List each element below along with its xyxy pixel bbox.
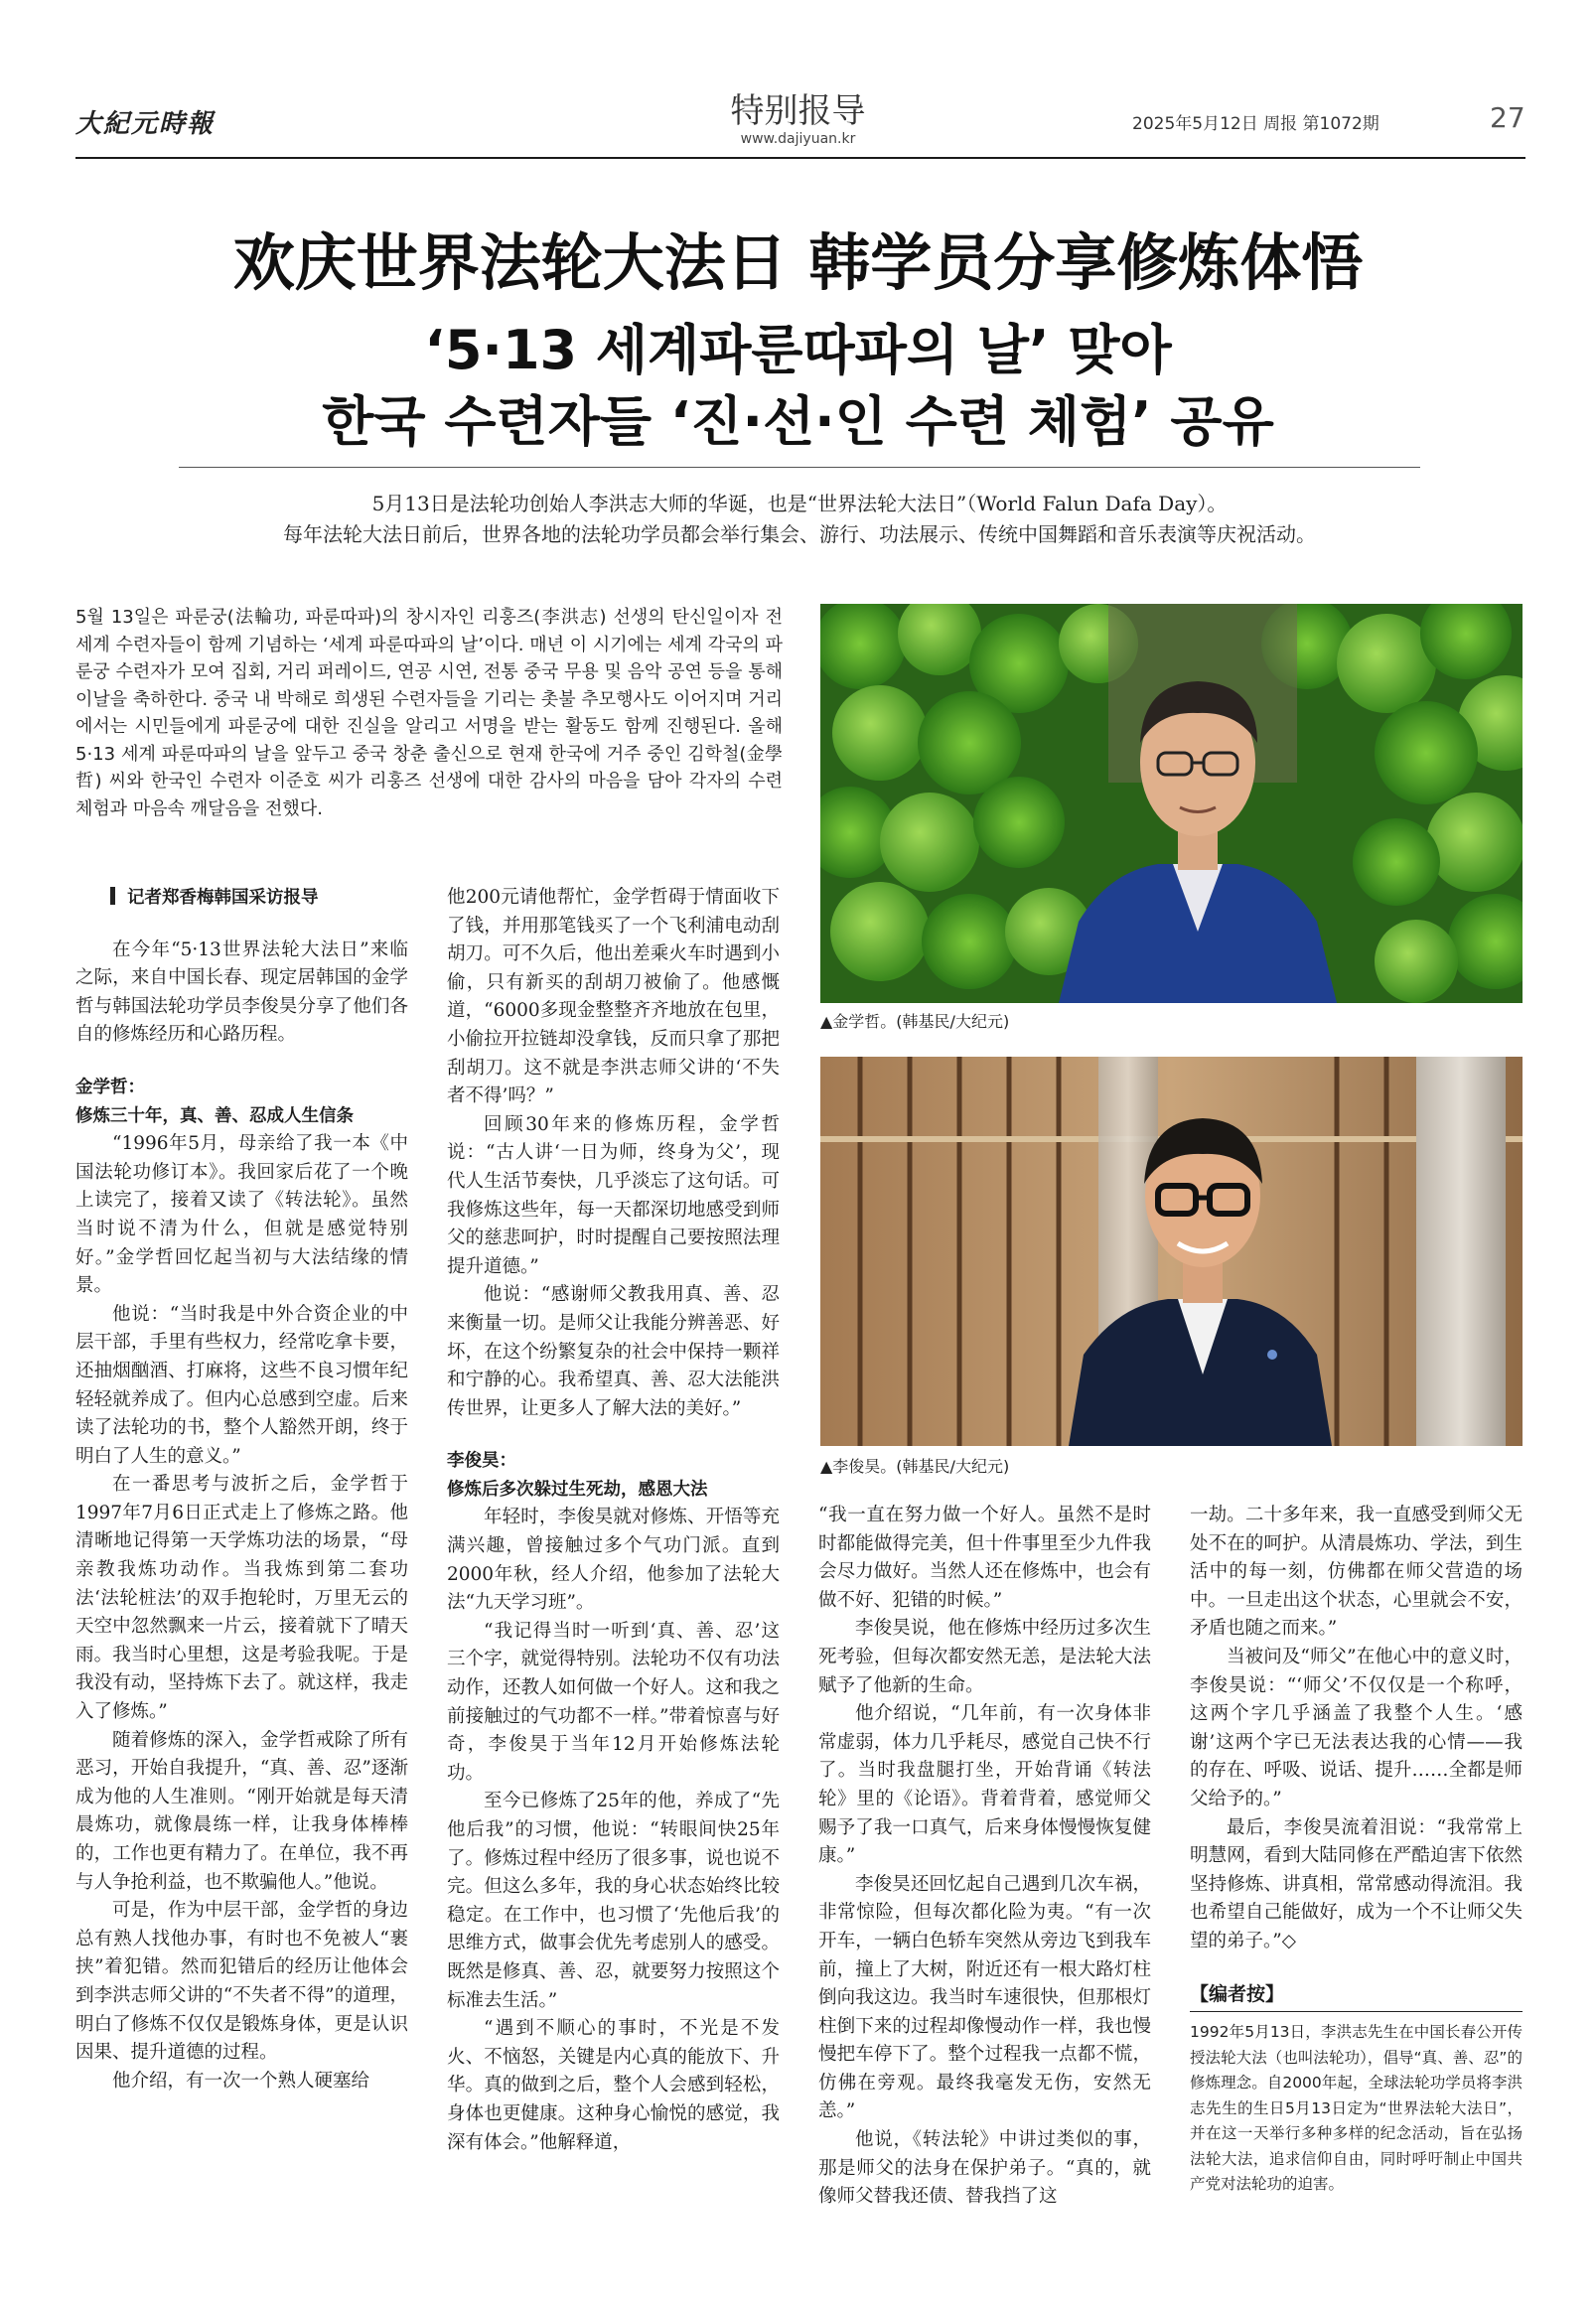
reporter-byline xyxy=(75,884,408,913)
paragraph: 一劫。二十多年来，我一直感受到师父无处不在的呵护。从清晨炼功、学法，到生活中的每一刻，仿佛都在师父营造的场中。一旦走出这个状态，心里就会不安，矛盾也随之而来。” xyxy=(1190,1505,1523,1640)
photo-kim-hakcheol-image xyxy=(820,604,1523,1003)
paragraph: 可是，作为中层干部，金学哲的身边总有熟人找他办事，有时也不免被人“裹挟”着犯错。然而犯错后的经历让他体会到李洪志师父讲的“不失者不得”的道理，明白了修炼不仅仅是锻炼身体，更是认识因果、提升道德的过程。 xyxy=(75,1900,408,2064)
korean-intro: 5월 13일은 파룬궁(法輪功, 파룬따파)의 창시자인 리훙즈(李洪志) 선생의 탄신일이자 전 세계 수련자들이 함께 기념하는 ‘세계 파룬따파의 날’이다. 매년 이 시기에는 세계 각국의 파룬궁 수련자가 모여 집회, 거리 퍼레이드, 연공 시연, 전통 중국 무용 및 음악 공연 등을 통해 이날을 축하한다. 중국 내 박해로 희생된 수련자들을 기리는 촛불 추모행사도 이어지며 거리에서는 시민들에게 파룬궁에 대한 진실을 알리고 서명을 받는 활동도 함께 진행된다. 올해 5·13 세계 파룬따파의 날을 앞두고 중국 창춘 출신으로 현재 한국에 거주 중인 김학철(金學哲) 씨와 한국인 수련자 이준호 씨가 리훙즈 선생에 대한 감사의 마음을 담아 각자의 수련 체험과 마음속 깨달음을 전했다. xyxy=(75,607,784,819)
section-title: 特别报导 xyxy=(730,91,866,131)
headline-korean-line1: ‘5·13 세계파룬따파의 날’ 맞아 xyxy=(424,319,1172,381)
site-url[interactable]: www.dajiyuan.kr xyxy=(740,131,856,147)
subheading-kim-title: 修炼三十年，真、善、忍成人生信条 xyxy=(75,1105,354,1126)
paragraph: 至今已修炼了25年的他，养成了“先他后我”的习惯，他说：“转眼间快25年了。修炼过程中经历了很多事，说也说不完。但这么多年，我的身心状态始终比较稳定。在工作中，也习惯了‘先他后我’的思维方式，做事会优先考虑别人的感受。既然是修真、善、忍，就要努力按照这个标准去生活。” xyxy=(447,1791,780,2011)
page-number: 27 xyxy=(1490,101,1525,134)
paragraph: 当被问及“师父”在他心中的意义时，李俊昊说：“‘师父’不仅仅是一个称呼，这两个字几乎涵盖了我整个人生。‘感谢’这两个字已无法表达我的心情——我的存在、呼吸、说话、提升……全都是师父给予的。” xyxy=(1190,1646,1523,1809)
paragraph: 他200元请他帮忙，金学哲碍于情面收下了钱，并用那笔钱买了一个飞利浦电动刮胡刀。可不久后，他出差乘火车时遇到小偷，只有新买的刮胡刀被偷了。他感慨道，“6000多现金整整齐齐地放在包里，小偷拉开拉链却没拿钱，反而只拿了那把刮胡刀。这不就是李洪志师父讲的‘不失者不得’吗？” xyxy=(447,887,780,1107)
header-divider xyxy=(75,157,1525,159)
paragraph: 他介绍，有一次一个熟人硬塞给 xyxy=(112,2070,370,2092)
photo-kim-hakcheol xyxy=(820,604,1523,1003)
photo-lee-junho xyxy=(820,1057,1523,1446)
paragraph: 随着修炼的深入，金学哲戒除了所有恶习，开始自我提升，“真、善、忍”逐渐成为他的人生准则。“刚开始就是每天清晨炼功，就像晨练一样，让我身体棒棒的，工作也更有精力了。在单位，我不再与人争抢利益，也不欺骗他人。”他说。 xyxy=(75,1729,408,1893)
paragraph: 回顾30年来的修炼历程，金学哲说：“古人讲‘一日为师，终身为父’，现代人生活节奏快，几乎淡忘了这句话。可我修炼这些年，每一天都深切地感受到师父的慈悲呵护，时时提醒自己要按照法理提升道德。” xyxy=(447,1113,780,1277)
editor-note-body: 1992年5月13日，李洪志先生在中国长春公开传授法轮大法（也叫法轮功），倡导“真、善、忍”的修炼理念。自2000年起，全球法轮功学员将李洪志先生的生日5月13日定为“世界法轮大法日”，并在这一天举行多种多样的纪念活动，旨在弘扬法轮大法，追求信仰自由，同时呼吁制止中国共产党对法轮功的迫害。 xyxy=(1190,2023,1523,2193)
paragraph: “遇到不顺心的事时，不光是不发火、不恼怒，关键是内心真的能放下、升华。真的做到之后，整个人会感到轻松，身体也更健康。这种身心愉悦的感觉，我深有体会。”他解释道， xyxy=(447,2018,780,2153)
paragraph: 李俊昊说，他在修炼中经历过多次生死考验，但每次都安然无恙，是法轮大法赋予了他新的生命。 xyxy=(818,1618,1151,1696)
paragraph: 李俊昊还回忆起自己遇到几次车祸，非常惊险，但每次都化险为夷。“有一次开车，一辆白色轿车突然从旁边飞到我车前，撞上了大树，附近还有一根大路灯柱倒向我这边。我当时车速很快，但那根灯柱倒下来的过程却像慢动作一样，我也慢慢把车停下了。整个过程我一点都不慌，仿佛在旁观。最终我毫发无伤，安然无恙。” xyxy=(818,1873,1151,2122)
editor-note-divider xyxy=(1190,2011,1523,2012)
paragraph: 在一番思考与波折之后，金学哲于1997年7月6日正式走上了修炼之路。他清晰地记得第一天学炼功法的场景，“母亲教我炼功动作。当我炼到第二套功法‘法轮桩法’的双手抱轮时，万里无云的天空中忽然飘来一片云，接着就下了晴天雨。我当时心里想，这是考验我呢。于是我没有动，坚持炼下去了。就这样，我走入了修炼。” xyxy=(75,1474,408,1723)
headline-chinese: 欢庆世界法轮大法日 韩学员分享修炼体悟 xyxy=(232,226,1364,299)
photo-caption-lee: ▲李俊昊。(韩基民/大纪元) xyxy=(820,1457,1010,1476)
paragraph: 他说，《转法轮》中讲过类似的事，那是师父的法身在保护弟子。“真的，就像师父替我还债、替我挡了这 xyxy=(818,2129,1151,2208)
lead-line2: 每年法轮大法日前后，世界各地的法轮功学员都会举行集会、游行、功法展示、传统中国舞蹈和音乐表演等庆祝活动。 xyxy=(283,522,1316,546)
paragraph: 在今年“5·13世界法轮大法日”来临之际，来自中国长春、现定居韩国的金学哲与韩国法轮功学员李俊昊分享了他们各自的修炼经历和心路历程。 xyxy=(75,939,408,1046)
article-column-3 xyxy=(818,1502,1151,2296)
masthead-logo: 大紀元時報 xyxy=(75,109,216,139)
paragraph: “1996年5月，母亲给了我一本《中国法轮功修订本》。我回家后花了一个晚上读完了，接着又读了《转法轮》。虽然当时说不清为什么，但就是感觉特别好。”金学哲回忆起当初与大法结缘的情景。 xyxy=(75,1133,408,1297)
photo-caption-kim: ▲金学哲。(韩基民/大纪元) xyxy=(820,1012,1010,1031)
reporter-text: 记者郑香梅韩国采访报导 xyxy=(127,888,319,908)
byline-bar xyxy=(110,887,115,905)
spacer xyxy=(75,1050,408,1074)
paragraph: 最后，李俊昊流着泪说：“我常常上明慧网，看到大陆同修在严酷迫害下依然坚持修炼、讲真相，常常感动得流泪。我也希望自己能做好，成为一个不让师父失望的弟子。”◇ xyxy=(1190,1816,1523,1951)
paragraph: 他说：“当时我是中外合资企业的中层干部，手里有些权力，经常吃拿卡要，还抽烟酗酒、打麻将，这些不良习惯年纪轻轻就养成了。但内心总感到空虚。后来读了法轮功的书，整个人豁然开朗，终于明白了人生的意义。” xyxy=(75,1303,408,1467)
article-column-1 xyxy=(75,884,408,2294)
article-column-2 xyxy=(447,884,780,2294)
photo-lee-junho-image xyxy=(820,1057,1523,1446)
issue-info: 2025年5月12日 周报 第1072期 xyxy=(1132,114,1379,134)
lead-line1: 5月13日是法轮功创始人李洪志大师的华诞，也是“世界法轮大法日”（World Falun Dafa Day）。 xyxy=(371,492,1228,515)
paragraph: 他说：“感谢师父教我用真、善、忍来衡量一切。是师父让我能分辨善恶、好坏，在这个纷繁复杂的社会中保持一颗祥和宁静的心。我希望真、善、忍大法能洪传世界，让更多人了解大法的美好。” xyxy=(447,1284,780,1419)
subheading-lee-title: 修炼后多次躲过生死劫，感恩大法 xyxy=(447,1479,708,1500)
paragraph: 他介绍说，“几年前，有一次身体非常虚弱，体力几乎耗尽，感觉自己快不行了。当时我盘腿打坐，开始背诵《转法轮》里的《论语》。背着背着，感觉师父赐予了我一口真气，后来身体慢慢恢复健康。” xyxy=(818,1703,1151,1867)
paragraph: 年轻时，李俊昊就对修炼、开悟等充满兴趣，曾接触过多个气功门派。直到2000年秋，经人介绍，他参加了法轮大法“九天学习班”。 xyxy=(447,1507,780,1614)
headline-korean-line2: 한국 수련자들 ‘진·선·인 수련 체험’ 공유 xyxy=(322,390,1274,453)
article-column-4 xyxy=(1190,1502,1523,1973)
paragraph: “我一直在努力做一个好人。虽然不是时时都能做得完美，但十件事里至少九件我会尽力做好。当然人还在修炼中，也会有做不好、犯错的时候。” xyxy=(818,1505,1151,1611)
lead-divider xyxy=(179,467,1420,468)
spacer xyxy=(75,913,408,937)
spacer xyxy=(447,1423,780,1447)
editor-note-title: 【编者按】 xyxy=(1190,1983,1285,2005)
subheading-kim-name: 金学哲： xyxy=(75,1077,145,1097)
subheading-lee-name: 李俊昊： xyxy=(447,1451,516,1472)
paragraph: “我记得当时一听到‘真、善、忍’这三个字，就觉得特别。法轮功不仅有功法动作，还教人如何做一个好人。这和我之前接触过的气功都不一样。”带着惊喜与好奇，李俊昊于当年12月开始修炼法轮功。 xyxy=(447,1620,780,1784)
